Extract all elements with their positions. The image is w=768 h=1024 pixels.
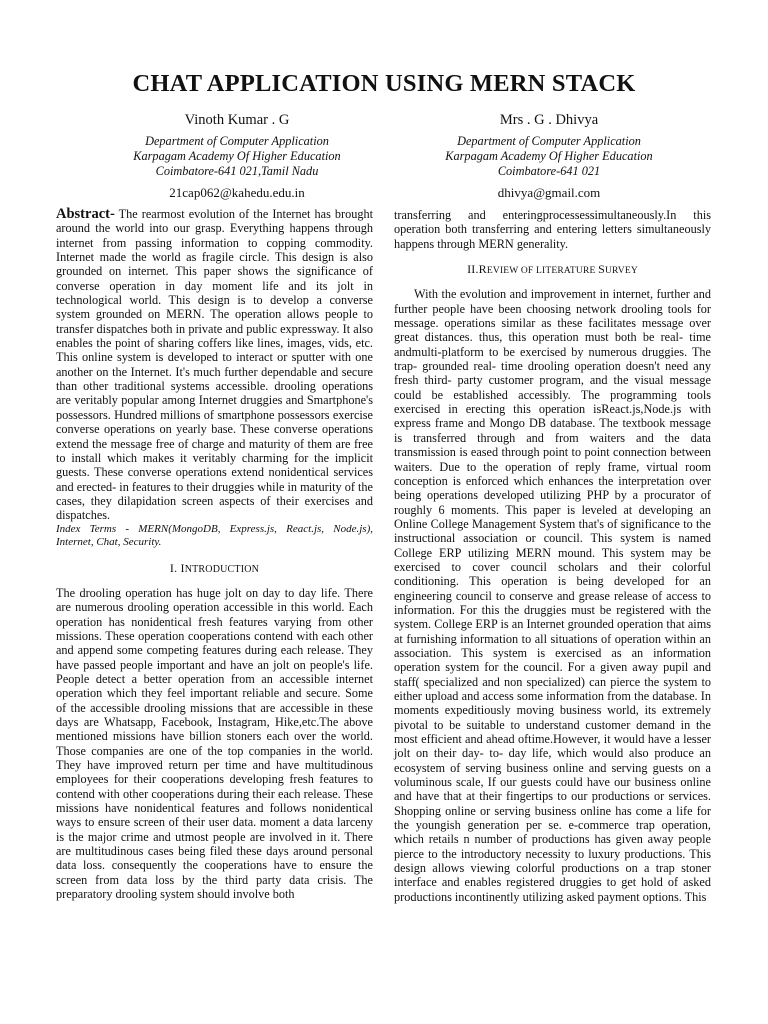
paper-title: CHAT APPLICATION USING MERN STACK [132,70,636,97]
introduction-text: The drooling operation has huge jolt on day to day life. There are numerous drooling operation accessible in this world. Each operation has nonidentical fresh features varying from other missions. These operation cooperations contend with each other and append some competing features during each release. They have passed people important and have an jolt on people's life. People detect a better operation from an accessible internet operation which they feel important reliable and secure. Some of the accessible drooling missions that are accessible in these days are Whatsapp, Facebook, Instagram, Hike,etc.The above mentioned missions have billion stoners each over the world. Those companies are one of the top companies in the world. They have improved return per time and have multitudinous employees for their cooperations developing fresh features to contend with other cooperations during their each release. These missions have nonidentical features and follows nonidentical ways to ensure screen of their user data. moment a data larceny is the major crime and utmost people are involved in it. There are multitudinous cases being filed these days around personal data loss. consequently the cooperations have to ensure the screen from data loss by the third party data crisis. The preparatory drooling system should involve both [56,585,373,902]
author-name: Mrs . G . Dhivya [499,112,599,128]
right-intro-text: transferring and enteringprocessessimultaneously.In this operation both transferring and entering letters simultaneously happens through MERN generality. [394,208,711,251]
section-heading-literature-survey: II.REVIEW OF LITERATURE SURVEY [467,262,638,277]
abstract-label: Abstract- [56,206,115,222]
author-institution: Karpagam Academy Of Higher Education [445,149,653,163]
author-location: Coimbatore-641 021,Tamil Nadu [155,164,319,178]
abstract-paragraph [56,207,373,523]
section-heading-introduction: I. INTRODUCTION [169,560,260,575]
author-1 [72,112,402,201]
right-column [394,208,711,904]
author-email: dhivya@gmail.com [497,185,601,200]
index-terms: Index Terms - MERN(MongoDB, Express.js, React.js, Node.js), Internet, Chat, Security. [56,522,373,549]
author-institution: Karpagam Academy Of Higher Education [133,149,341,163]
author-email: 21cap062@kahedu.edu.in [169,185,305,200]
author-name: Vinoth Kumar . G [184,112,290,128]
literature-survey-text: With the evolution and improvement in internet, further and further people have been choosing network drooling tools for message. operations similar as these facilitates message over great distances. thus, this operation must both be real- time andmulti-platform to be exercised by numerous druggies. The trap- grounded real- time drooling operation doesn't need any fresh third- party customer program, and the visual message could be established accessibly. The programming tools exercised in erecting this operation isReact.js,Node.js with express frame and Mongo DB database. The textbook message is transferred through and from waiters and the data transmission is eased through point to point connection between waiters. Due to the operation of reply frame, virtual room conception is enforced which enhances the interpretation over being operations developed utilizing PHP by a procurator of roughly 6 moments. This paper is leveled at developing an Online College Management System that's of significance to the instructional association or council. This system is named College ERP utilizing MERN mound. This system may be exercised to cover council scholars and their colorful conditioning. This operation is being developed for an engineering council to conserve and grease release of access to information. For this the druggies must be registered with the system. College ERP is an Internet grounded operation that aims at furnishing information to all situations of operation within an association. This system is exercised as an information operation system for the council. For a given away pupil and staff( specialized and non specialized) can pierce the system to either upload and access some information from the database. In moments expeditiously moving business world, its extremely pivotal to be suitable to understand customer demand in the most efficient and ahead oftime.However, it would have a lesser jolt on their day- to- day life, which would also produce an ecosystem of serving business online and serving guests on a voluminous scale, If our guests could have our business online and have that at their fingertips to our productions or services. Shopping online or serving business online has come a life for the youngish generation per se. e-commerce trap operation, which retails n number of productions has given away people pierce to the introductory necessity to luxury productions. This design allows viewing colorful productions on a trap stoner interface and enables registered druggies to get hold of asked productions incontinently utilizing asked payment options. This [394,287,711,904]
author-department: Department of Computer Application [145,134,329,148]
author-location: Coimbatore-641 021 [497,164,601,178]
abstract-text: The rearmost evolution of the Internet has brought around the world into our grasp. Everything happens through internet from passing information to copping commodity. Internet made the world as fragile circle. This design is also grounded on internet. This paper shows the significance of converse operation in day moment life and its jolt in technological world. This design is to develop a converse system grounded on MERN. The operation allows people to transfer dispatches both in private and public expressway. It also enables the point of sharing coffers like lines, images, vids, etc. This online system is developed to interact or sputter with one another on the Internet. It's much further dependable and secure than other traditional systems accessible. drooling operations are veritably popular among Internet druggies and Smartphone's possessors. Hundred millions of smartphone possessors exercise converse operations on yearly base. These converse operations extend the message free of charge and maturity of them are free to install which makes it veritably charming for the implicit guests. These converse operations extend nonidentical services and erected- in features to their druggies while in maturity of the cases, they dilapidation screen aspects of their exercises and dispatches. [56,207,374,523]
left-column [56,207,373,901]
author-department: Department of Computer Application [457,134,641,148]
author-2 [384,112,714,201]
